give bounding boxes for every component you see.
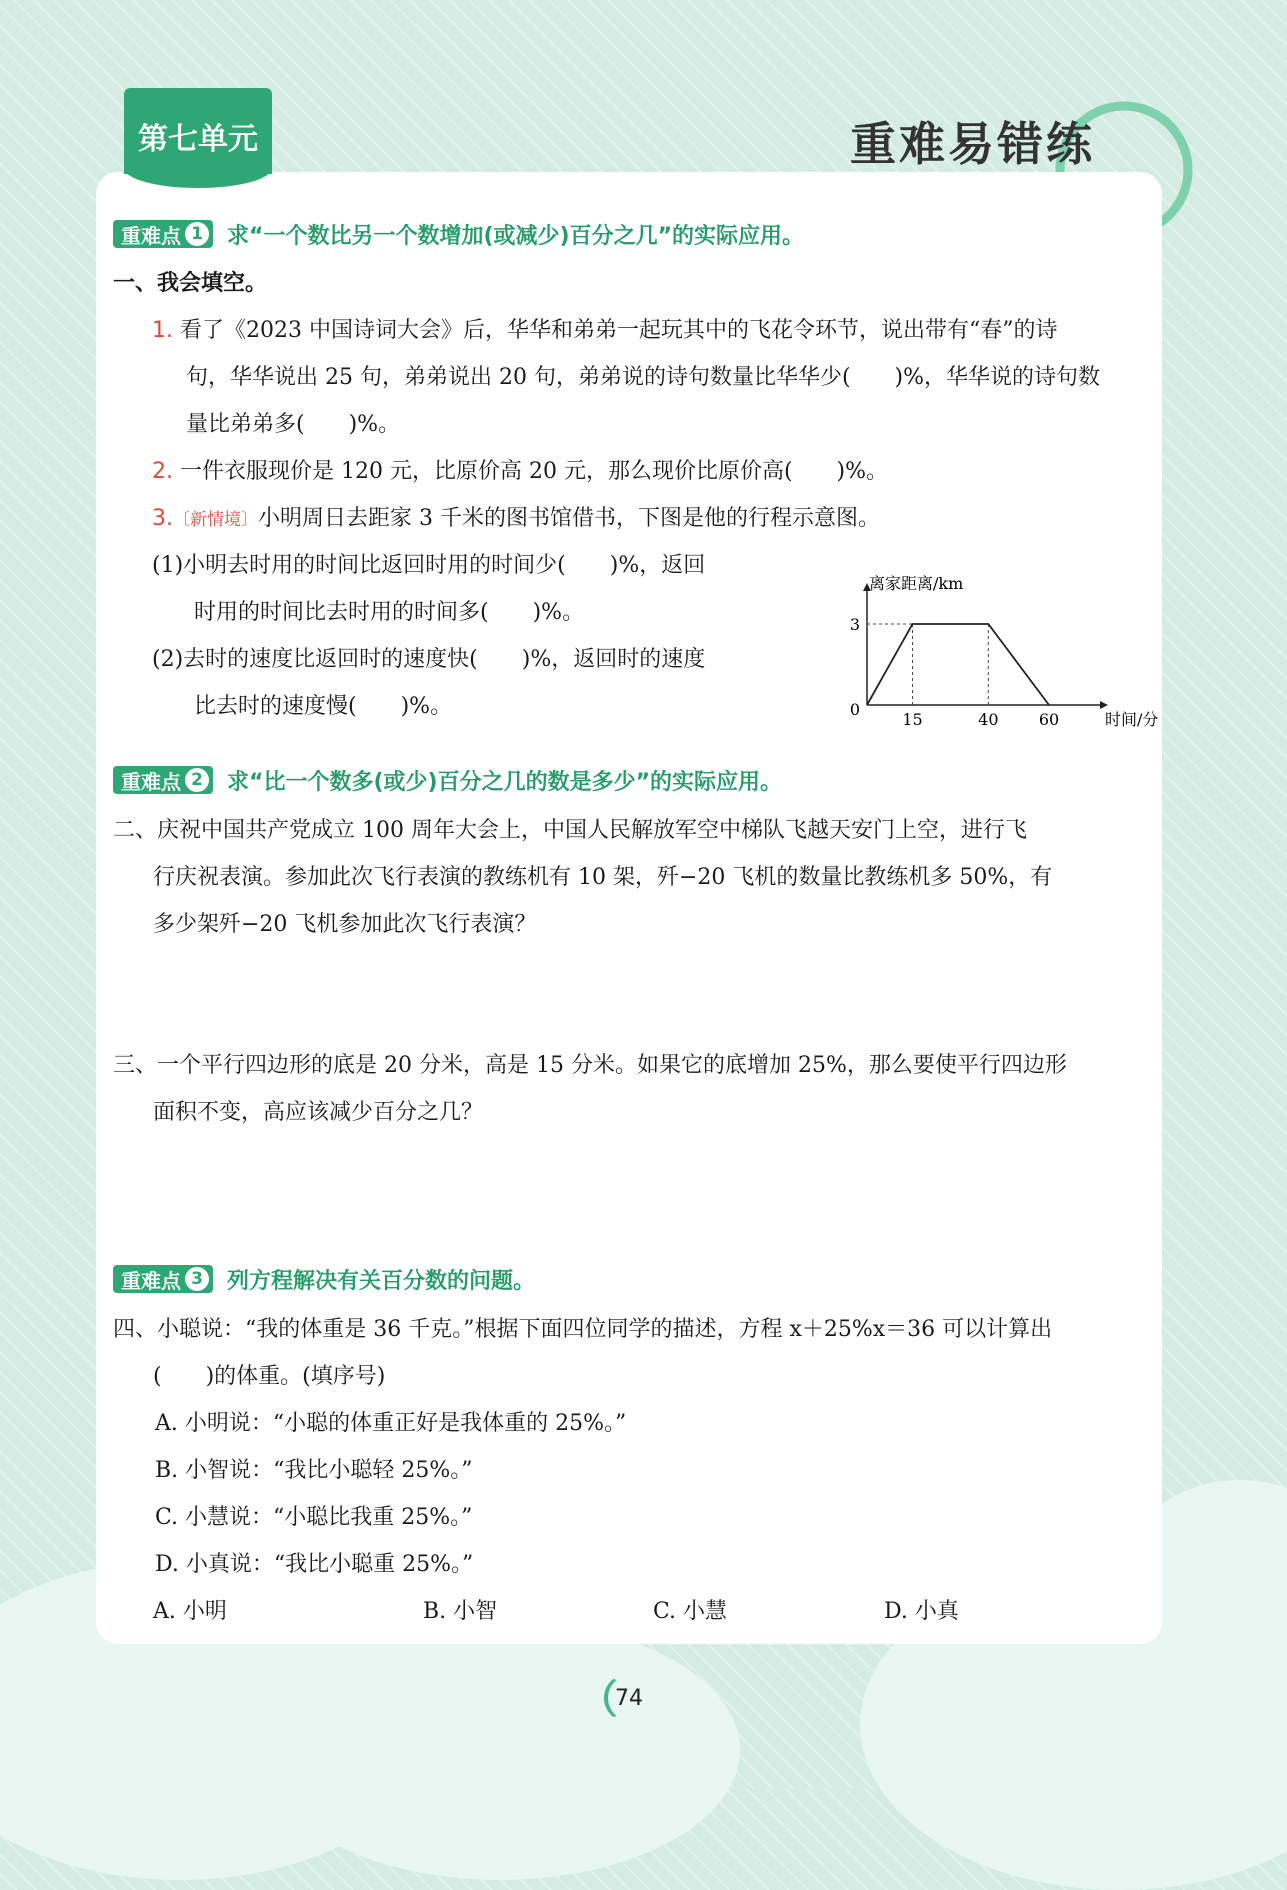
x-tick-label: 40 <box>978 710 999 729</box>
statement-d: D. 小真说：“我比小聪重 25%。” <box>155 1552 474 1577</box>
option-b: B. 小智 <box>423 1599 498 1624</box>
question-2: 2. 一件衣服现价是 120 元，比原价高 20 元，那么现价比原价高( )%。 <box>152 459 889 484</box>
question-number: 1. <box>152 318 173 343</box>
section-number-badge: 1 <box>185 222 209 246</box>
x-tick-label: 60 <box>1038 710 1060 729</box>
question-3: 3.〔新情境〕小明周日去距家 3 千米的图书馆借书，下图是他的行程示意图。 <box>152 506 880 531</box>
part2-line-1: 二、庆祝中国共产党成立 100 周年大会上，中国人民解放军空中梯队飞越天安门上空，进行飞 <box>113 818 1027 843</box>
part3-line-1: 三、一个平行四边形的底是 20 分米，高是 15 分米。如果它的底增加 25%，那么要使平行四边形 <box>113 1053 1067 1078</box>
option-a: A. 小明 <box>153 1599 227 1624</box>
section-tag: 重难点 3 <box>113 1265 213 1293</box>
part4-line-1: 四、小聪说：“我的体重是 36 千克。”根据下面四位同学的描述，方程 x＋25%x＝36 可以计算出 <box>113 1317 1053 1342</box>
x-axis-arrow <box>1100 701 1108 709</box>
part2-line-2: 行庆祝表演。参加此次飞行表演的教练机有 10 架，歼−20 飞机的数量比教练机多 50%，有 <box>153 865 1053 890</box>
x-tick-label: 15 <box>902 710 923 729</box>
part4-line-2: ( )的体重。(填序号) <box>153 1364 386 1389</box>
question-number: 2. <box>152 459 173 484</box>
part3-line-2: 面积不变，高应该减少百分之几？ <box>153 1100 484 1125</box>
section-heading-2 <box>113 764 782 796</box>
option-d: D. 小真 <box>884 1599 959 1624</box>
y-axis-label: 离家距离/km <box>869 575 964 593</box>
y-tick-label: 3 <box>849 615 861 634</box>
cloud-decoration <box>260 1620 740 1880</box>
section-heading-3 <box>113 1263 535 1295</box>
statement-a: A. 小明说：“小聪的体重正好是我体重的 25%。” <box>155 1411 627 1436</box>
question-1-line-3: 量比弟弟多( )%。 <box>186 412 401 437</box>
question-1-line-2: 句，华华说出 25 句，弟弟说出 20 句，弟弟说的诗句数量比华华少( )%，华华说的诗句数 <box>186 365 1101 390</box>
page-title: 重难易错练 <box>850 117 1095 171</box>
new-context-tag: 〔新情境〕 <box>173 510 258 530</box>
question-3-sub-1-line-1: (1)小明去时用的时间比返回时用的时间少( )%，返回 <box>152 553 706 578</box>
question-1-line-1: 1. 看了《2023 中国诗词大会》后，华华和弟弟一起玩其中的飞花令环节，说出带有“春”的诗 <box>152 318 1058 343</box>
question-number: 3. <box>152 506 173 531</box>
section-title: 列方程解决有关百分数的问题。 <box>227 1268 536 1294</box>
part2-line-3: 多少架歼−20 飞机参加此次飞行表演？ <box>153 912 537 937</box>
section-title: 求“比一个数多(或少)百分之几的数是多少”的实际应用。 <box>227 769 783 795</box>
distance-series-line <box>867 624 1049 705</box>
unit-label: 第七单元 <box>138 122 258 157</box>
section-number-badge: 3 <box>185 1267 209 1291</box>
question-3-sub-2-line-2: 比去时的速度慢( )%。 <box>194 694 453 719</box>
statement-c: C. 小慧说：“小聪比我重 25%。” <box>155 1505 473 1530</box>
section-number-badge: 2 <box>185 768 209 792</box>
question-3-sub-2-line-1: (2)去时的速度比返回时的速度快( )%，返回时的速度 <box>152 647 706 672</box>
section-tag: 重难点 2 <box>113 766 213 794</box>
question-3-sub-1-line-2: 时用的时间比去时用的时间多( )%。 <box>194 600 585 625</box>
page-number: 74 <box>604 1674 654 1724</box>
unit-tab <box>124 88 272 174</box>
trip-distance-chart <box>840 575 1160 745</box>
option-c: C. 小慧 <box>653 1599 728 1624</box>
origin-label: 0 <box>849 700 861 719</box>
part1-heading: 一、我会填空。 <box>113 271 268 296</box>
section-title: 求“一个数比另一个数增加(或减少)百分之几”的实际应用。 <box>227 223 805 249</box>
section-heading-1 <box>113 218 804 250</box>
statement-b: B. 小智说：“我比小聪轻 25%。” <box>155 1458 473 1483</box>
section-tag: 重难点 1 <box>113 220 213 248</box>
x-axis-label: 时间/分 <box>1105 710 1159 729</box>
